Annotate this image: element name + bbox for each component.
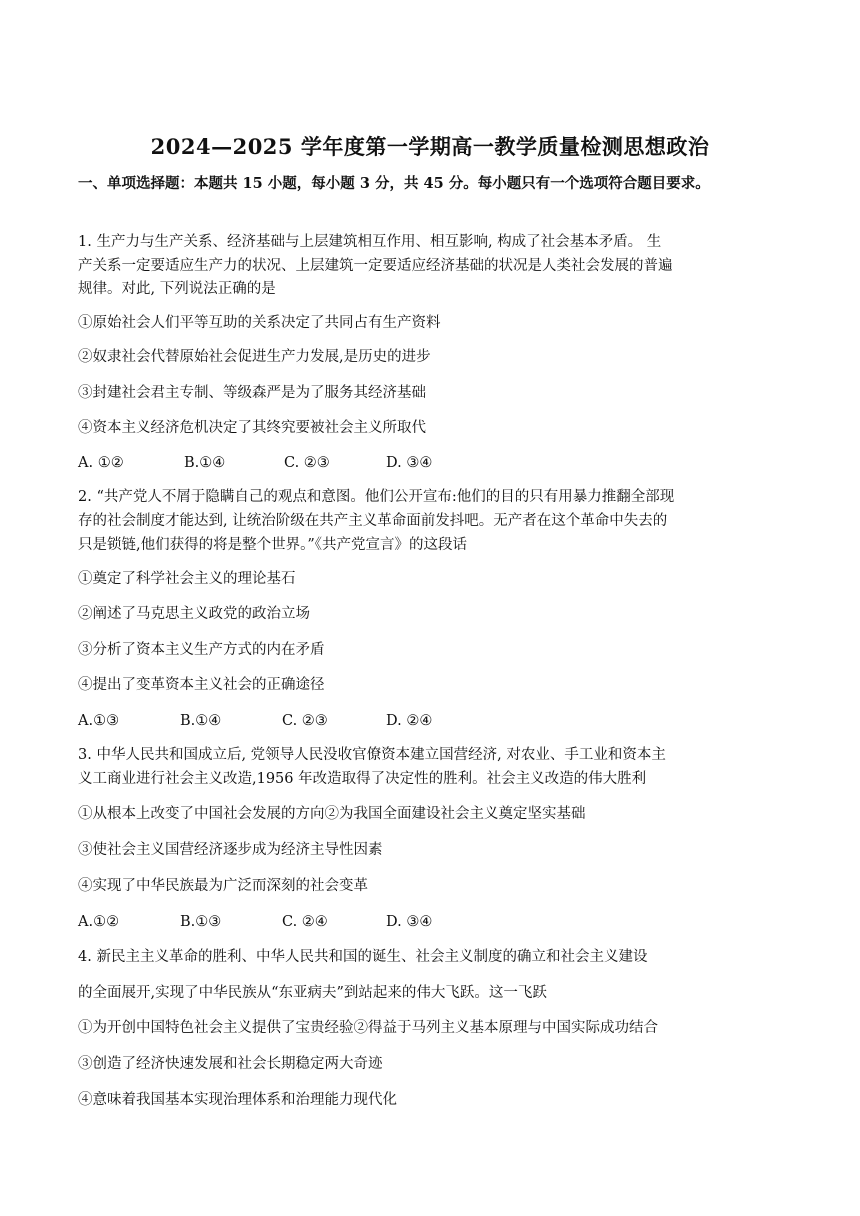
choice-c: C. ②③ — [284, 455, 330, 471]
question-2-stem-line-2: 存的社会制度才能达到, 让统治阶级在共产主义革命面前发抖吧。无产者在这个革命中失去的 — [78, 513, 668, 529]
question-1-option-2: ②奴隶社会代替原始社会促进生产力发展,是历史的进步 — [78, 349, 431, 365]
choice-b: B.①④ — [184, 455, 226, 471]
choice-d: D. ③④ — [386, 914, 433, 930]
question-4-option-3: ④意味着我国基本实现治理体系和治理能力现代化 — [78, 1092, 397, 1108]
question-3-option-3: ④实现了中华民族最为广泛而深刻的社会变革 — [78, 878, 368, 894]
question-3-stem-line-1: 3. 中华人民共和国成立后, 党领导人民没收官僚资本建立国营经济, 对农业、手工业和资本主 — [78, 747, 666, 763]
choice-b: B.①④ — [180, 713, 222, 729]
question-2-option-3: ③分析了资本主义生产方式的内在矛盾 — [78, 642, 325, 658]
question-3-choices — [78, 912, 432, 932]
question-2-option-2: ②阐述了马克思主义政党的政治立场 — [78, 606, 310, 622]
choice-d: D. ③④ — [386, 455, 433, 471]
choice-d: D. ②④ — [386, 713, 433, 729]
question-1-option-3: ③封建社会君主专制、等级森严是为了服务其经济基础 — [78, 385, 426, 401]
question-1-stem-line-2: 产关系一定要适应生产力的状况、上层建筑一定要适应经济基础的状况是人类社会发展的普遍 — [78, 258, 673, 274]
question-2-option-1: ①奠定了科学社会主义的理论基石 — [78, 571, 296, 587]
question-4-option-1: ①为开创中国特色社会主义提供了宝贵经验②得益于马列主义基本原理与中国实际成功结合 — [78, 1020, 658, 1036]
question-3-option-2: ③使社会主义国营经济逐步成为经济主导性因素 — [78, 842, 383, 858]
choice-a: A.①③ — [78, 713, 120, 729]
choice-a: A.①② — [78, 914, 120, 930]
question-2-stem-line-1: 2. “共产党人不屑于隐瞒自己的观点和意图。他们公开宣布:他们的目的只有用暴力推翻全部现 — [78, 489, 675, 505]
page-title: 2024—2025 学年度第一学期高一教学质量检测思想政治 — [150, 134, 710, 159]
question-3-option-1: ①从根本上改变了中国社会发展的方向②为我国全面建设社会主义奠定坚实基础 — [78, 806, 586, 822]
question-1-stem-line-1: 1. 生产力与生产关系、经济基础与上层建筑相互作用、相互影响, 构成了社会基本矛盾。 生 — [78, 234, 662, 250]
question-2-option-4: ④提出了变革资本主义社会的正确途径 — [78, 677, 325, 693]
question-2-choices — [78, 711, 432, 731]
question-1-option-4: ④资本主义经济危机决定了其终究要被社会主义所取代 — [78, 420, 426, 436]
question-4-stem-line-1: 4. 新民主主义革命的胜利、中华人民共和国的诞生、社会主义制度的确立和社会主义建设 — [78, 949, 648, 965]
choice-c: C. ②③ — [282, 713, 328, 729]
question-1-stem-line-3: 规律。对此, 下列说法正确的是 — [78, 281, 276, 297]
section-heading: 一、单项选择题：本题共 15 小题，每小题 3 分，共 45 分。每小题只有一个选项符合题目要求。 — [78, 175, 710, 192]
question-2-stem-line-3: 只是锁链,他们获得的将是整个世界。”《共产党宣言》的这段话 — [78, 537, 468, 553]
question-1-option-1: ①原始社会人们平等互助的关系决定了共同占有生产资料 — [78, 315, 441, 331]
choice-c: C. ②④ — [282, 914, 328, 930]
question-4-stem-line-2: 的全面展开,实现了中华民族从“东亚病夫”到站起来的伟大飞跃。这一飞跃 — [78, 985, 547, 1001]
choice-b: B.①③ — [180, 914, 222, 930]
question-1-choices — [78, 453, 432, 473]
choice-a: A. ①② — [78, 455, 124, 471]
question-4-option-2: ③创造了经济快速发展和社会长期稳定两大奇迹 — [78, 1056, 383, 1072]
question-3-stem-line-2: 义工商业进行社会主义改造,1956 年改造取得了决定性的胜利。社会主义改造的伟大胜利 — [78, 771, 647, 787]
